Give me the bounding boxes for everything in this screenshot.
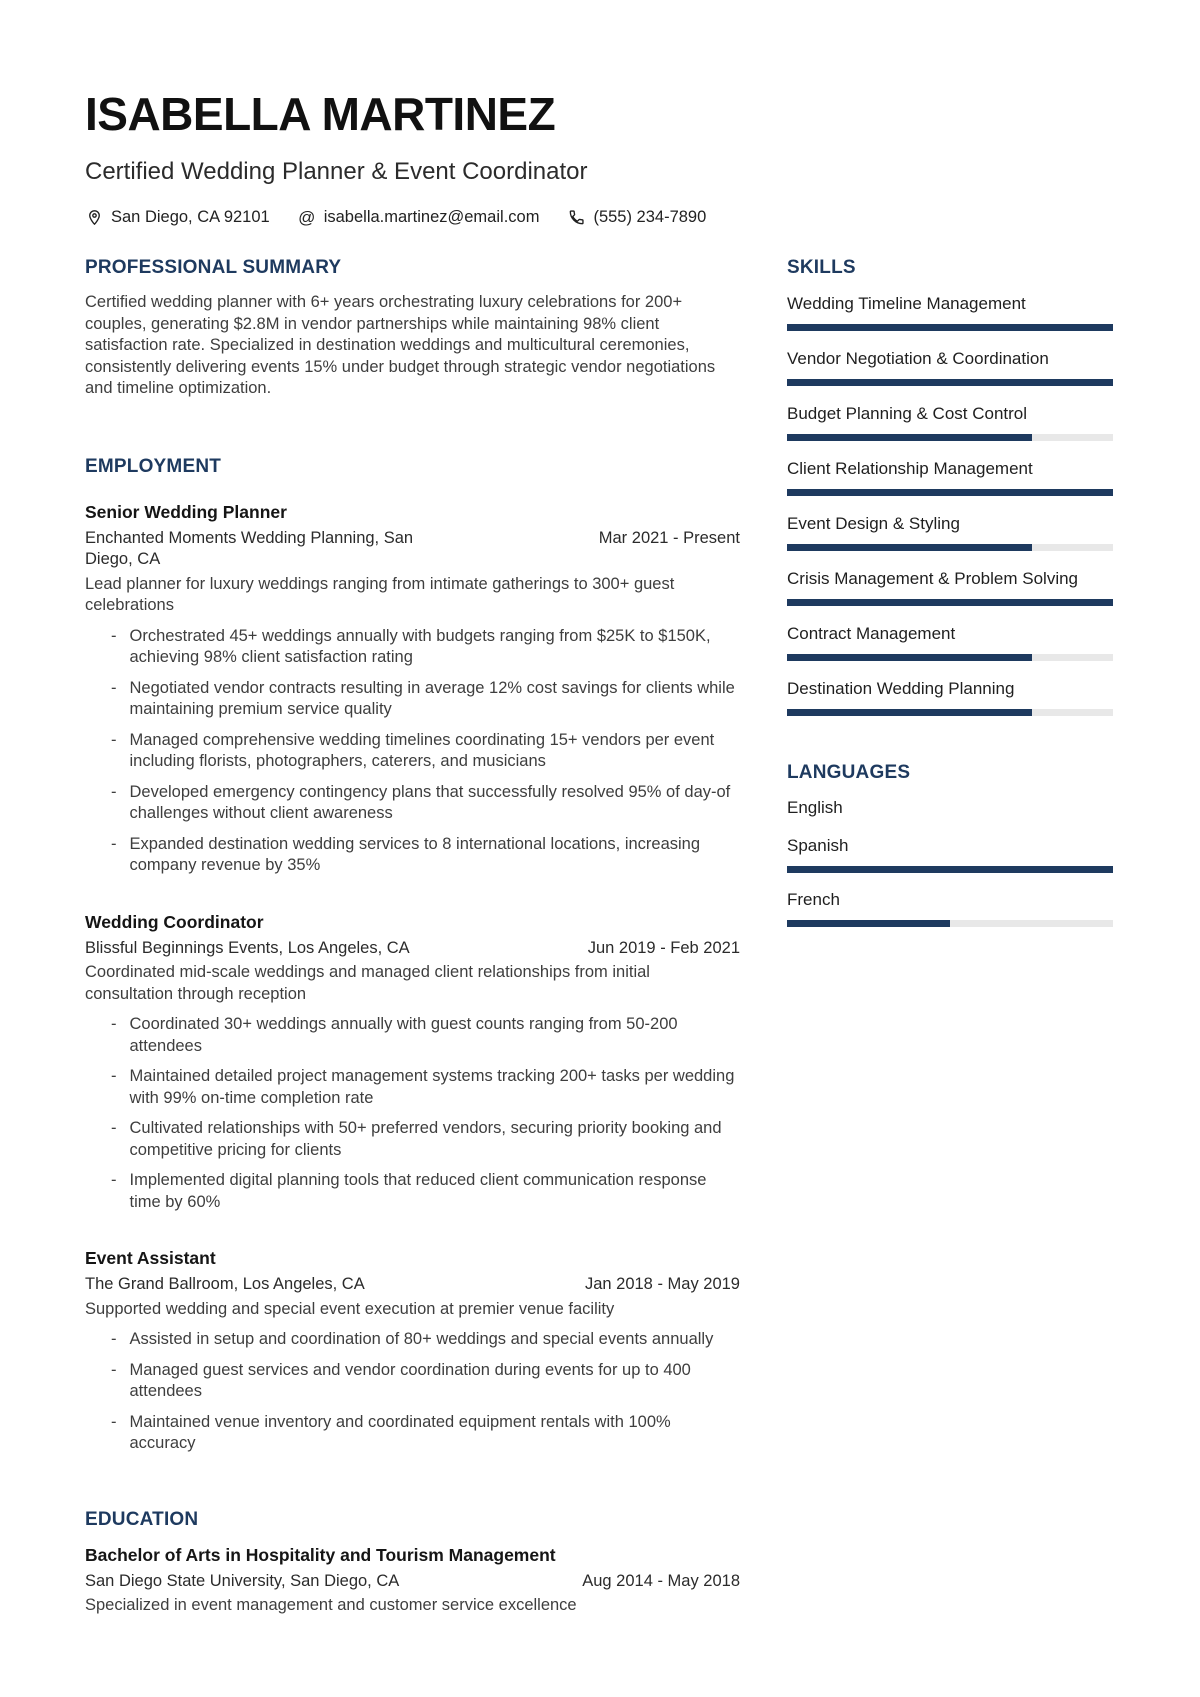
- education-heading: EDUCATION: [85, 1508, 199, 1530]
- skill-label: Event Design & Styling: [787, 514, 960, 534]
- skill-label: Wedding Timeline Management: [787, 294, 1026, 314]
- job-bullet: - Cultivated relationships with 50+ preferred vendors, securing priority booking and competitive pricing for clients: [111, 1118, 740, 1161]
- skill-label: Client Relationship Management: [787, 459, 1033, 479]
- job-meta-row: [85, 1274, 740, 1296]
- skill-bar-fill: [787, 434, 1032, 441]
- bullet-dash: -: [111, 1015, 117, 1034]
- language-label: French: [787, 890, 840, 910]
- candidate-name: ISABELLA MARTINEZ: [85, 88, 556, 140]
- skill-label: Vendor Negotiation & Coordination: [787, 349, 1049, 369]
- skill-bar-fill: [787, 489, 1113, 496]
- contact-phone: [567, 208, 706, 227]
- skill-bar-track: [787, 599, 1113, 606]
- job-bullet: - Maintained venue inventory and coordinated equipment rentals with 100% accuracy: [111, 1412, 740, 1455]
- job-bullet-list: [85, 626, 740, 877]
- skill-label: Destination Wedding Planning: [787, 679, 1015, 699]
- skill-item: [787, 348, 1113, 386]
- language-item: [787, 797, 1113, 819]
- language-bar-fill: [787, 866, 1113, 873]
- bullet-dash: -: [111, 678, 117, 697]
- bullet-dash: -: [111, 730, 117, 749]
- left-column: [85, 257, 740, 1617]
- education-description: Specialized in event management and customer service excellence: [85, 1596, 577, 1615]
- skill-item: [787, 403, 1113, 441]
- job-title: Senior Wedding Planner: [85, 501, 287, 522]
- job-bullet: - Implemented digital planning tools that reduced client communication response time by 60%: [111, 1170, 740, 1213]
- skill-bar-fill: [787, 379, 1113, 386]
- column-gap: [740, 257, 787, 1617]
- language-label: Spanish: [787, 836, 849, 856]
- job-title: Event Assistant: [85, 1248, 216, 1269]
- job-meta-row: [85, 938, 740, 960]
- skill-bar-track: [787, 654, 1113, 661]
- bullet-dash: -: [111, 626, 117, 645]
- skill-bar-track: [787, 544, 1113, 551]
- job-bullet-list: [85, 1329, 740, 1455]
- candidate-title: Certified Wedding Planner & Event Coordinator: [85, 158, 588, 186]
- section-professional-summary: [85, 257, 740, 400]
- contact-email-text: isabella.martinez@email.com: [323, 208, 540, 227]
- at-sign-icon: @: [298, 208, 316, 228]
- skill-bar-fill: [787, 324, 1113, 331]
- job-description: Supported wedding and special event execution at premier venue facility: [85, 1299, 615, 1318]
- language-label: English: [787, 798, 843, 818]
- skill-item: [787, 458, 1113, 496]
- language-bar-fill: [787, 920, 950, 927]
- bullet-dash: -: [111, 1171, 117, 1190]
- skill-bar-fill: [787, 654, 1032, 661]
- section-education: [85, 1509, 740, 1617]
- job-bullet: - Managed comprehensive wedding timelines coordinating 15+ vendors per event including florists, photographers, caterers, and musicians: [111, 730, 740, 773]
- job-dates: Jan 2018 - May 2019: [584, 1275, 740, 1294]
- job-title: Wedding Coordinator: [85, 911, 264, 932]
- job-bullet: - Maintained detailed project management systems tracking 200+ tasks per wedding with 99% on-time completion rate: [111, 1066, 740, 1109]
- skill-bar-track: [787, 489, 1113, 496]
- job-bullet: - Assisted in setup and coordination of 80+ weddings and special events annually: [111, 1329, 740, 1351]
- skill-item: [787, 678, 1113, 716]
- job-entry: [85, 911, 740, 1214]
- location-pin-icon: [85, 209, 103, 227]
- language-bar-track: [787, 920, 1113, 927]
- education-school: San Diego State University, San Diego, CA: [85, 1571, 400, 1590]
- skill-bar-track: [787, 434, 1113, 441]
- skill-label: Budget Planning & Cost Control: [787, 404, 1028, 424]
- education-degree: Bachelor of Arts in Hospitality and Tourism Management: [85, 1544, 556, 1565]
- bullet-dash: -: [111, 834, 117, 853]
- bullet-dash: -: [111, 1330, 117, 1349]
- content-columns: [85, 257, 1113, 1617]
- skill-bar-track: [787, 709, 1113, 716]
- skill-bar-fill: [787, 544, 1032, 551]
- contact-phone-text: (555) 234-7890: [593, 208, 707, 227]
- summary-heading: PROFESSIONAL SUMMARY: [85, 257, 342, 279]
- job-company: The Grand Ballroom, Los Angeles, CA: [85, 1275, 365, 1294]
- section-languages: [787, 762, 1113, 927]
- language-bar-track: [787, 866, 1113, 873]
- job-bullet: - Coordinated 30+ weddings annually with guest counts ranging from 50-200 attendees: [111, 1014, 740, 1057]
- language-item: [787, 889, 1113, 927]
- job-description: Lead planner for luxury weddings ranging from intimate gatherings to 300+ guest celebrations: [85, 574, 675, 615]
- bullet-dash: -: [111, 1412, 117, 1431]
- skill-bar-track: [787, 324, 1113, 331]
- skill-item: [787, 623, 1113, 661]
- education-meta-row: [85, 1571, 740, 1593]
- skill-bar-fill: [787, 599, 1113, 606]
- contact-location: [85, 208, 270, 227]
- job-bullet: - Expanded destination wedding services to 8 international locations, increasing company revenue by 35%: [111, 834, 740, 877]
- bullet-dash: -: [111, 782, 117, 801]
- employment-heading: EMPLOYMENT: [85, 455, 222, 477]
- right-column: [787, 257, 1113, 1617]
- section-skills: [787, 257, 1113, 716]
- bullet-dash: -: [111, 1360, 117, 1379]
- job-description: Coordinated mid-scale weddings and managed client relationships from initial consultation through reception: [85, 963, 650, 1003]
- skills-heading: SKILLS: [787, 257, 856, 279]
- bullet-dash: -: [111, 1119, 117, 1138]
- section-employment: [85, 456, 740, 1455]
- job-bullet: - Negotiated vendor contracts resulting in average 12% cost savings for clients while maintaining premium service quality: [111, 678, 740, 721]
- job-company: Enchanted Moments Wedding Planning, San Diego, CA: [85, 528, 414, 569]
- skill-item: [787, 293, 1113, 331]
- skill-label: Crisis Management & Problem Solving: [787, 569, 1079, 589]
- job-entry: [85, 501, 740, 877]
- job-dates: Jun 2019 - Feb 2021: [587, 938, 740, 957]
- job-meta-row: [85, 528, 740, 571]
- job-bullet: - Developed emergency contingency plans that successfully resolved 95% of day-of challenges without client awareness: [111, 782, 740, 825]
- skill-item: [787, 568, 1113, 606]
- bullet-dash: -: [111, 1067, 117, 1086]
- job-entry: [85, 1247, 740, 1455]
- summary-text: Certified wedding planner with 6+ years orchestrating luxury celebrations for 200+ couples, generating $2.8M in vendor partnerships while maintaining 98% client satisfaction rate. Specialized in destination weddings and multicultural ceremonies, consistently delivering events 15% under budget through strategic vendor negotiations and timeline optimization.: [85, 293, 716, 398]
- skill-bar-track: [787, 379, 1113, 386]
- job-bullet: - Managed guest services and vendor coordination during events for up to 400 attendees: [111, 1360, 740, 1403]
- contact-email: [298, 208, 540, 227]
- phone-icon: [567, 209, 585, 227]
- language-item: [787, 835, 1113, 873]
- job-dates: Mar 2021 - Present: [598, 528, 740, 547]
- education-dates: Aug 2014 - May 2018: [582, 1571, 740, 1590]
- skill-item: [787, 513, 1113, 551]
- skill-bar-fill: [787, 709, 1032, 716]
- skill-label: Contract Management: [787, 624, 956, 644]
- job-bullet-list: [85, 1014, 740, 1213]
- contact-row: [85, 208, 1113, 227]
- job-company: Blissful Beginnings Events, Los Angeles, CA: [85, 938, 410, 957]
- languages-heading: LANGUAGES: [787, 762, 911, 784]
- contact-location-text: San Diego, CA 92101: [111, 208, 270, 227]
- resume-header: [85, 90, 1113, 227]
- job-bullet: - Orchestrated 45+ weddings annually with budgets ranging from $25K to $150K, achieving 98% client satisfaction rating: [111, 626, 740, 669]
